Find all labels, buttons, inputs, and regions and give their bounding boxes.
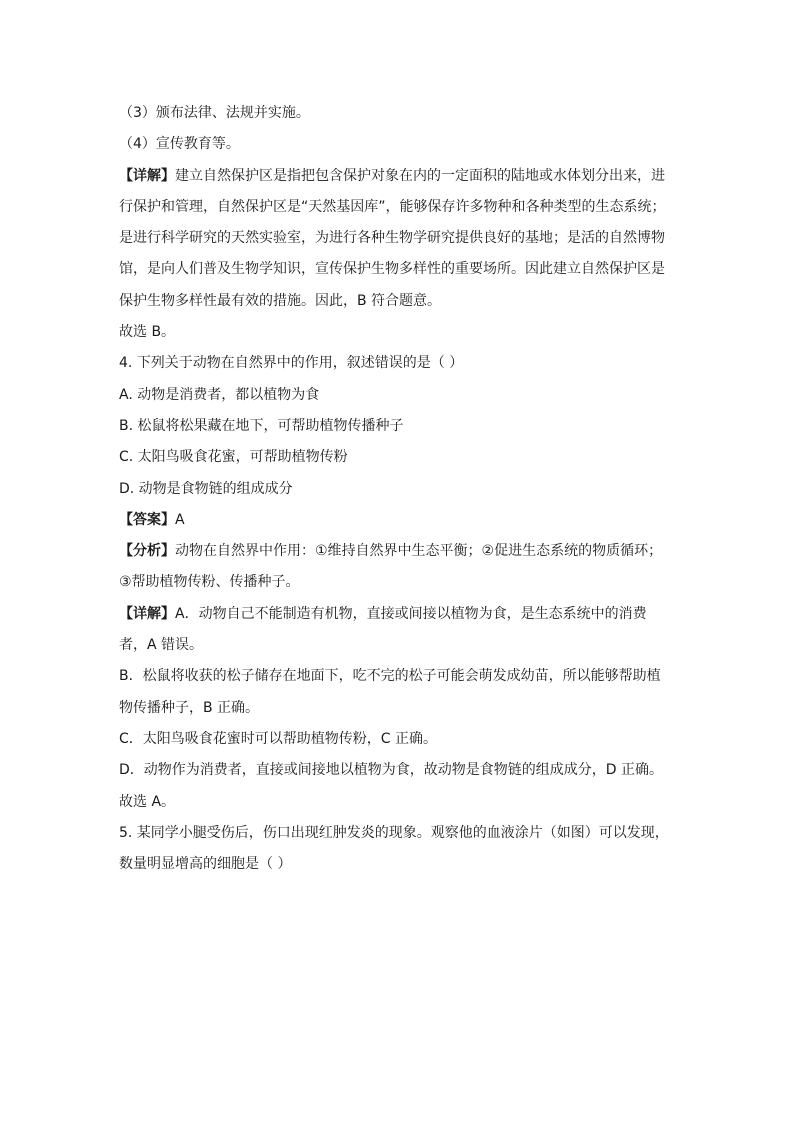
text-line xyxy=(119,536,679,567)
line-text: 行保护和管理，自然保护区是“天然基因库”，能够保存许多物种和各种类型的生态系统； xyxy=(119,198,666,215)
line-text: 动物在自然界中作用：①维持自然界中生态平衡；②促进生态系统的物质循环； xyxy=(175,543,663,560)
text-line xyxy=(119,755,679,786)
line-text: B. 松鼠将松果藏在地下，可帮助植物传播种子 xyxy=(119,417,404,434)
line-text: A. 动物是消费者，都以植物为食 xyxy=(119,386,320,403)
text-line xyxy=(119,849,679,880)
text-line xyxy=(119,161,679,192)
section-label: 【分析】 xyxy=(119,543,175,560)
text-line xyxy=(119,599,679,630)
option-b xyxy=(119,411,679,442)
text-line xyxy=(119,693,679,724)
line-text: 保护生物多样性最有效的措施。因此，B 符合题意。 xyxy=(119,292,442,309)
line-text: C．太阳鸟吸食花蜜时可以帮助植物传粉，C 正确。 xyxy=(119,730,437,747)
option-d xyxy=(119,474,679,505)
text-line xyxy=(119,317,679,348)
line-text: D. 动物是食物链的组成成分 xyxy=(119,480,293,497)
line-text: （4）宣传教育等。 xyxy=(119,136,240,153)
line-text: C. 太阳鸟吸食花蜜，可帮助植物传粉 xyxy=(119,449,348,466)
line-text: 是进行科学研究的天然实验室，为进行各种生物学研究提供良好的基地；是活的自然博物 xyxy=(119,230,665,247)
section-label: 【答案】 xyxy=(119,511,175,528)
text-line xyxy=(119,254,679,285)
text-line xyxy=(119,724,679,755)
section-label: 【详解】 xyxy=(119,167,175,184)
line-text: （3）颁布法律、法规并实施。 xyxy=(119,105,310,121)
line-text: A．动物自己不能制造有机物，直接或间接以植物为食，是生态系统中的消费 xyxy=(175,605,647,622)
text-line xyxy=(119,787,679,818)
option-a xyxy=(119,380,679,411)
line-text: B．松鼠将收获的松子储存在地面下，吃不完的松子可能会萌发成幼苗，所以能够帮助植 xyxy=(119,668,661,685)
question-stem xyxy=(119,818,679,849)
option-c xyxy=(119,442,679,473)
text-line xyxy=(119,98,679,129)
line-text: A xyxy=(175,511,185,528)
line-text: 馆，是向人们普及生物学知识，宣传保护生物多样性的重要场所。因此建立自然保护区是 xyxy=(119,261,665,278)
text-line xyxy=(119,630,679,661)
text-line xyxy=(119,129,679,160)
line-text: 物传播种子，B 正确。 xyxy=(119,699,260,716)
line-text: ③帮助植物传粉、传播种子。 xyxy=(119,574,300,591)
text-line xyxy=(119,192,679,223)
line-text: 数量明显增高的细胞是（ ） xyxy=(119,856,292,873)
line-text: 者，A 错误。 xyxy=(119,637,204,654)
line-text: 4. 下列关于动物在自然界中的作用，叙述错误的是（ ） xyxy=(119,355,464,372)
text-line xyxy=(119,223,679,254)
text-line xyxy=(119,661,679,692)
line-text: 建立自然保护区是指把包含保护对象在内的一定面积的陆地或水体划分出来，进 xyxy=(175,167,665,184)
answer-line xyxy=(119,505,679,536)
question-stem xyxy=(119,348,679,379)
line-text: D．动物作为消费者，直接或间接地以植物为食，故动物是食物链的组成成分，D 正确。 xyxy=(119,762,664,779)
line-text: 故选 A。 xyxy=(119,793,176,810)
text-line xyxy=(119,567,679,598)
line-text: 故选 B。 xyxy=(119,324,176,341)
document-page xyxy=(119,98,679,880)
line-text: 5. 某同学小腿受伤后，伤口出现红肿发炎的现象。观察他的血液涂片（如图）可以发现， xyxy=(119,824,669,841)
text-line xyxy=(119,286,679,317)
section-label: 【详解】 xyxy=(119,605,175,622)
